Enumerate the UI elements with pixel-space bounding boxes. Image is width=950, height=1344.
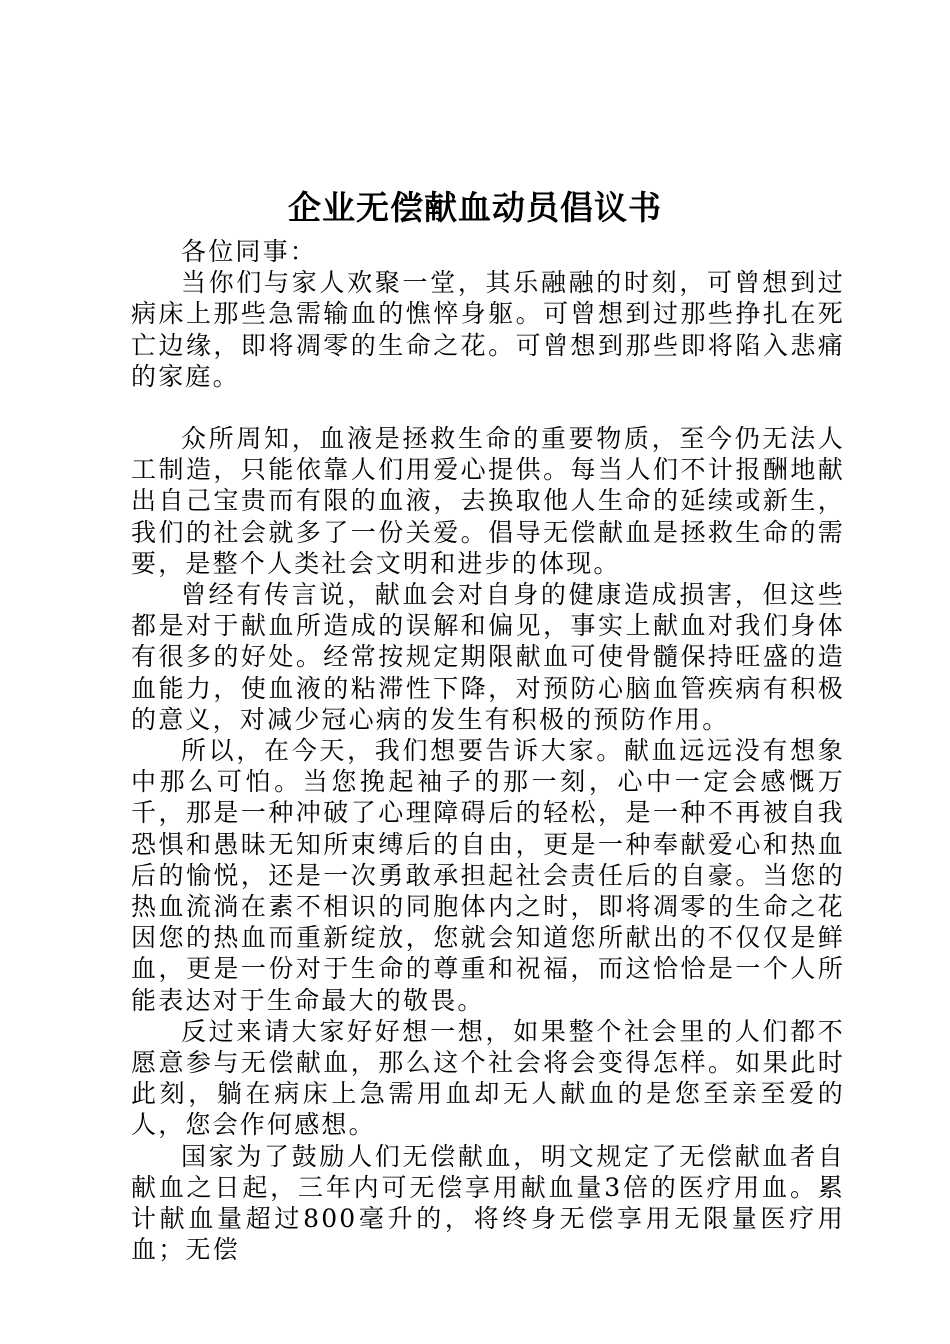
salutation: 各位同事： (181, 237, 318, 266)
paragraph-3: 曾经有传言说，献血会对自身的健康造成损害，但这些都是对于献血所造成的误解和偏见，事实上献血对我们身体有很多的好处。经常按规定期限献血可使骨髓保持旺盛的造血能力，使血液的粘滞性下降，对预防心脑血管疾病有积极的意义，对减少冠心病的发生有积极的预防作用。 (131, 580, 845, 734)
document-title: 企业无偿献血动员倡议书 (288, 188, 662, 227)
paragraph-1: 当你们与家人欢聚一堂，其乐融融的时刻，可曾想到过病床上那些急需输血的憔悴身躯。可曾想到过那些挣扎在死亡边缘，即将凋零的生命之花。可曾想到那些即将陷入悲痛的家庭。 (131, 268, 845, 391)
paragraph-5: 反过来请大家好好想一想，如果整个社会里的人们都不愿意参与无偿献血，那么这个社会将会变得怎样。如果此时此刻，躺在病床上急需用血却无人献血的是您至亲至爱的人，您会作何感想。 (131, 1016, 845, 1140)
document-body (131, 236, 845, 1266)
paragraph-6: 国家为了鼓励人们无偿献血，明文规定了无偿献血者自献血之日起，三年内可无偿享用献血量3倍的医疗用血。累计献血量超过800毫升的，将终身无偿享用无限量医疗用血；无偿 (131, 1141, 845, 1265)
paragraph-4: 所以，在今天，我们想要告诉大家。献血远远没有想象中那么可怕。当您挽起袖子的那一刻，心中一定会感慨万千，那是一种冲破了心理障碍后的轻松，是一种不再被自我恐惧和愚昧无知所束缚后的自由，更是一种奉献爱心和热血后的愉悦，还是一次勇敢承担起社会责任后的自豪。当您的热血流淌在素不相识的同胞体内之时，即将凋零的生命之花因您的热血而重新绽放，您就会知道您所献出的不仅仅是鲜血，更是一份对于生命的尊重和祝福，而这恰恰是一个人所能表达对于生命最大的敬畏。 (131, 736, 845, 1015)
paragraph-2: 众所周知，血液是拯救生命的重要物质，至今仍无法人工制造，只能依靠人们用爱心提供。每当人们不计报酬地献出自己宝贵而有限的血液，去换取他人生命的延续或新生，我们的社会就多了一份关爱。倡导无偿献血是拯救生命的需要，是整个人类社会文明和进步的体现。 (131, 424, 845, 578)
